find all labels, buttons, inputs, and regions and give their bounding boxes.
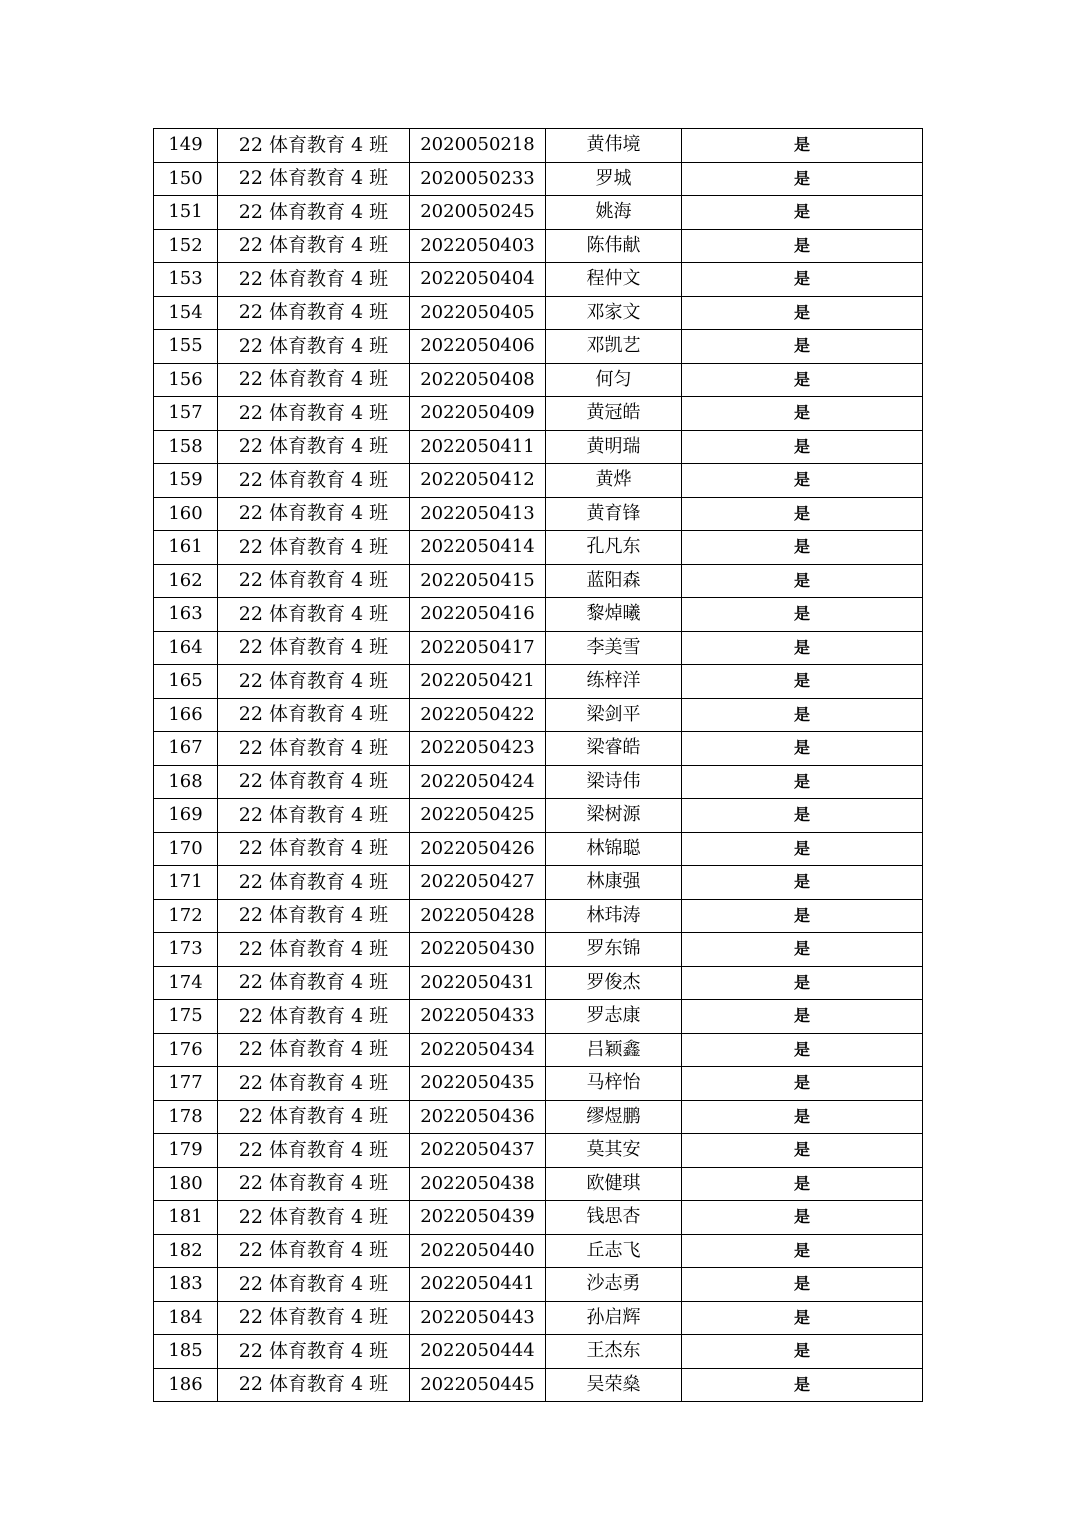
table-row [154,1134,923,1168]
table-row [154,698,923,732]
student-id-cell: 2022050427 [410,866,546,900]
row-number-cell: 166 [154,698,218,732]
status-cell: 是 [682,363,923,397]
status-cell: 是 [682,564,923,598]
table-row [154,1167,923,1201]
row-number-cell: 183 [154,1268,218,1302]
student-name-cell: 欧健琪 [546,1167,682,1201]
class-cell: 22 体育教育 4 班 [218,866,410,900]
status-cell: 是 [682,1201,923,1235]
status-cell: 是 [682,933,923,967]
student-id-cell: 2022050406 [410,330,546,364]
student-id-cell: 2022050417 [410,631,546,665]
table-row [154,296,923,330]
student-name-cell: 邓凯艺 [546,330,682,364]
row-number-cell: 173 [154,933,218,967]
table-row [154,866,923,900]
student-id-cell: 2020050233 [410,162,546,196]
student-id-cell: 2022050423 [410,732,546,766]
row-number-cell: 167 [154,732,218,766]
student-name-cell: 罗志康 [546,1000,682,1034]
class-cell: 22 体育教育 4 班 [218,1368,410,1402]
table-row [154,1100,923,1134]
class-cell: 22 体育教育 4 班 [218,1335,410,1369]
status-cell: 是 [682,598,923,632]
status-cell: 是 [682,531,923,565]
status-cell: 是 [682,464,923,498]
row-number-cell: 174 [154,966,218,1000]
status-cell: 是 [682,1134,923,1168]
status-cell: 是 [682,1033,923,1067]
class-cell: 22 体育教育 4 班 [218,598,410,632]
class-cell: 22 体育教育 4 班 [218,765,410,799]
student-name-cell: 林康强 [546,866,682,900]
class-cell: 22 体育教育 4 班 [218,196,410,230]
student-id-cell: 2022050435 [410,1067,546,1101]
row-number-cell: 156 [154,363,218,397]
class-cell: 22 体育教育 4 班 [218,665,410,699]
status-cell: 是 [682,430,923,464]
status-cell: 是 [682,1067,923,1101]
row-number-cell: 179 [154,1134,218,1168]
student-name-cell: 程仲文 [546,263,682,297]
student-id-cell: 2022050414 [410,531,546,565]
status-cell: 是 [682,497,923,531]
class-cell: 22 体育教育 4 班 [218,1234,410,1268]
class-cell: 22 体育教育 4 班 [218,263,410,297]
row-number-cell: 185 [154,1335,218,1369]
table-row [154,263,923,297]
class-cell: 22 体育教育 4 班 [218,497,410,531]
class-cell: 22 体育教育 4 班 [218,129,410,163]
class-cell: 22 体育教育 4 班 [218,832,410,866]
row-number-cell: 176 [154,1033,218,1067]
student-id-cell: 2022050415 [410,564,546,598]
status-cell: 是 [682,799,923,833]
table-row [154,631,923,665]
class-cell: 22 体育教育 4 班 [218,1268,410,1302]
student-id-cell: 2020050218 [410,129,546,163]
class-cell: 22 体育教育 4 班 [218,1201,410,1235]
class-cell: 22 体育教育 4 班 [218,1033,410,1067]
table-row [154,397,923,431]
table-row [154,531,923,565]
row-number-cell: 160 [154,497,218,531]
student-id-cell: 2022050433 [410,1000,546,1034]
table-row [154,330,923,364]
table-row [154,430,923,464]
student-name-cell: 罗俊杰 [546,966,682,1000]
student-name-cell: 练梓洋 [546,665,682,699]
student-id-cell: 2022050439 [410,1201,546,1235]
class-cell: 22 体育教育 4 班 [218,1067,410,1101]
student-id-cell: 2020050245 [410,196,546,230]
table-row [154,665,923,699]
student-name-cell: 梁诗伟 [546,765,682,799]
class-cell: 22 体育教育 4 班 [218,966,410,1000]
student-name-cell: 黄烨 [546,464,682,498]
row-number-cell: 181 [154,1201,218,1235]
table-row [154,1301,923,1335]
class-cell: 22 体育教育 4 班 [218,531,410,565]
table-row [154,497,923,531]
student-name-cell: 黄冠皓 [546,397,682,431]
class-cell: 22 体育教育 4 班 [218,363,410,397]
row-number-cell: 164 [154,631,218,665]
student-id-cell: 2022050443 [410,1301,546,1335]
class-cell: 22 体育教育 4 班 [218,631,410,665]
table-row [154,832,923,866]
row-number-cell: 165 [154,665,218,699]
student-id-cell: 2022050422 [410,698,546,732]
class-cell: 22 体育教育 4 班 [218,464,410,498]
student-id-cell: 2022050425 [410,799,546,833]
table-row [154,1201,923,1235]
status-cell: 是 [682,1167,923,1201]
row-number-cell: 163 [154,598,218,632]
table-row [154,1033,923,1067]
student-name-cell: 陈伟献 [546,229,682,263]
status-cell: 是 [682,330,923,364]
class-cell: 22 体育教育 4 班 [218,330,410,364]
row-number-cell: 154 [154,296,218,330]
table-row [154,732,923,766]
status-cell: 是 [682,832,923,866]
student-id-cell: 2022050441 [410,1268,546,1302]
status-cell: 是 [682,866,923,900]
status-cell: 是 [682,1100,923,1134]
row-number-cell: 182 [154,1234,218,1268]
student-name-cell: 罗城 [546,162,682,196]
row-number-cell: 186 [154,1368,218,1402]
class-cell: 22 体育教育 4 班 [218,732,410,766]
student-name-cell: 吴荣燊 [546,1368,682,1402]
student-name-cell: 梁剑平 [546,698,682,732]
class-cell: 22 体育教育 4 班 [218,564,410,598]
table-row [154,1000,923,1034]
row-number-cell: 169 [154,799,218,833]
student-name-cell: 黎焯曦 [546,598,682,632]
status-cell: 是 [682,966,923,1000]
status-cell: 是 [682,1000,923,1034]
student-name-cell: 缪煜鹏 [546,1100,682,1134]
student-id-cell: 2022050409 [410,397,546,431]
status-cell: 是 [682,631,923,665]
class-cell: 22 体育教育 4 班 [218,698,410,732]
table-row [154,363,923,397]
status-cell: 是 [682,162,923,196]
class-cell: 22 体育教育 4 班 [218,229,410,263]
class-cell: 22 体育教育 4 班 [218,799,410,833]
student-id-cell: 2022050424 [410,765,546,799]
table-row [154,129,923,163]
row-number-cell: 152 [154,229,218,263]
table-row [154,799,923,833]
status-cell: 是 [682,229,923,263]
student-id-cell: 2022050421 [410,665,546,699]
row-number-cell: 170 [154,832,218,866]
student-id-cell: 2022050403 [410,229,546,263]
student-id-cell: 2022050405 [410,296,546,330]
roster-body [154,129,923,1402]
student-id-cell: 2022050440 [410,1234,546,1268]
row-number-cell: 175 [154,1000,218,1034]
status-cell: 是 [682,765,923,799]
table-row [154,1234,923,1268]
student-id-cell: 2022050408 [410,363,546,397]
row-number-cell: 153 [154,263,218,297]
row-number-cell: 155 [154,330,218,364]
student-id-cell: 2022050404 [410,263,546,297]
class-cell: 22 体育教育 4 班 [218,1167,410,1201]
student-id-cell: 2022050411 [410,430,546,464]
student-name-cell: 梁树源 [546,799,682,833]
class-cell: 22 体育教育 4 班 [218,397,410,431]
status-cell: 是 [682,732,923,766]
student-name-cell: 邓家文 [546,296,682,330]
student-name-cell: 王杰东 [546,1335,682,1369]
student-id-cell: 2022050438 [410,1167,546,1201]
row-number-cell: 149 [154,129,218,163]
student-id-cell: 2022050444 [410,1335,546,1369]
class-cell: 22 体育教育 4 班 [218,1134,410,1168]
student-name-cell: 姚海 [546,196,682,230]
student-name-cell: 蓝阳森 [546,564,682,598]
row-number-cell: 178 [154,1100,218,1134]
row-number-cell: 172 [154,899,218,933]
student-name-cell: 林锦聪 [546,832,682,866]
status-cell: 是 [682,196,923,230]
status-cell: 是 [682,1234,923,1268]
row-number-cell: 150 [154,162,218,196]
class-cell: 22 体育教育 4 班 [218,899,410,933]
student-name-cell: 钱思杏 [546,1201,682,1235]
student-name-cell: 林玮涛 [546,899,682,933]
class-cell: 22 体育教育 4 班 [218,1000,410,1034]
student-name-cell: 吕颖鑫 [546,1033,682,1067]
student-id-cell: 2022050436 [410,1100,546,1134]
student-name-cell: 孔凡东 [546,531,682,565]
table-row [154,564,923,598]
student-name-cell: 黄育锋 [546,497,682,531]
row-number-cell: 161 [154,531,218,565]
status-cell: 是 [682,263,923,297]
student-id-cell: 2022050431 [410,966,546,1000]
status-cell: 是 [682,296,923,330]
table-row [154,598,923,632]
row-number-cell: 151 [154,196,218,230]
status-cell: 是 [682,1268,923,1302]
student-name-cell: 梁睿皓 [546,732,682,766]
student-name-cell: 黄伟境 [546,129,682,163]
status-cell: 是 [682,397,923,431]
row-number-cell: 162 [154,564,218,598]
status-cell: 是 [682,899,923,933]
row-number-cell: 177 [154,1067,218,1101]
row-number-cell: 171 [154,866,218,900]
student-id-cell: 2022050426 [410,832,546,866]
student-id-cell: 2022050413 [410,497,546,531]
status-cell: 是 [682,129,923,163]
table-row [154,1067,923,1101]
table-row [154,899,923,933]
student-id-cell: 2022050412 [410,464,546,498]
student-id-cell: 2022050416 [410,598,546,632]
row-number-cell: 184 [154,1301,218,1335]
student-id-cell: 2022050437 [410,1134,546,1168]
student-id-cell: 2022050445 [410,1368,546,1402]
student-name-cell: 孙启辉 [546,1301,682,1335]
row-number-cell: 180 [154,1167,218,1201]
table-row [154,229,923,263]
student-roster-table [153,128,923,1402]
student-name-cell: 李美雪 [546,631,682,665]
table-row [154,933,923,967]
table-row [154,162,923,196]
student-name-cell: 黄明瑞 [546,430,682,464]
row-number-cell: 157 [154,397,218,431]
row-number-cell: 158 [154,430,218,464]
student-name-cell: 莫其安 [546,1134,682,1168]
class-cell: 22 体育教育 4 班 [218,1301,410,1335]
status-cell: 是 [682,698,923,732]
student-name-cell: 丘志飞 [546,1234,682,1268]
student-id-cell: 2022050428 [410,899,546,933]
row-number-cell: 168 [154,765,218,799]
table-row [154,1368,923,1402]
table-row [154,464,923,498]
class-cell: 22 体育教育 4 班 [218,162,410,196]
class-cell: 22 体育教育 4 班 [218,1100,410,1134]
table-row [154,1268,923,1302]
student-name-cell: 何匀 [546,363,682,397]
student-name-cell: 马梓怡 [546,1067,682,1101]
student-id-cell: 2022050434 [410,1033,546,1067]
class-cell: 22 体育教育 4 班 [218,430,410,464]
class-cell: 22 体育教育 4 班 [218,933,410,967]
table-row [154,765,923,799]
class-cell: 22 体育教育 4 班 [218,296,410,330]
status-cell: 是 [682,665,923,699]
status-cell: 是 [682,1368,923,1402]
table-row [154,1335,923,1369]
status-cell: 是 [682,1335,923,1369]
row-number-cell: 159 [154,464,218,498]
student-name-cell: 罗东锦 [546,933,682,967]
table-row [154,966,923,1000]
status-cell: 是 [682,1301,923,1335]
table-row [154,196,923,230]
student-id-cell: 2022050430 [410,933,546,967]
student-name-cell: 沙志勇 [546,1268,682,1302]
